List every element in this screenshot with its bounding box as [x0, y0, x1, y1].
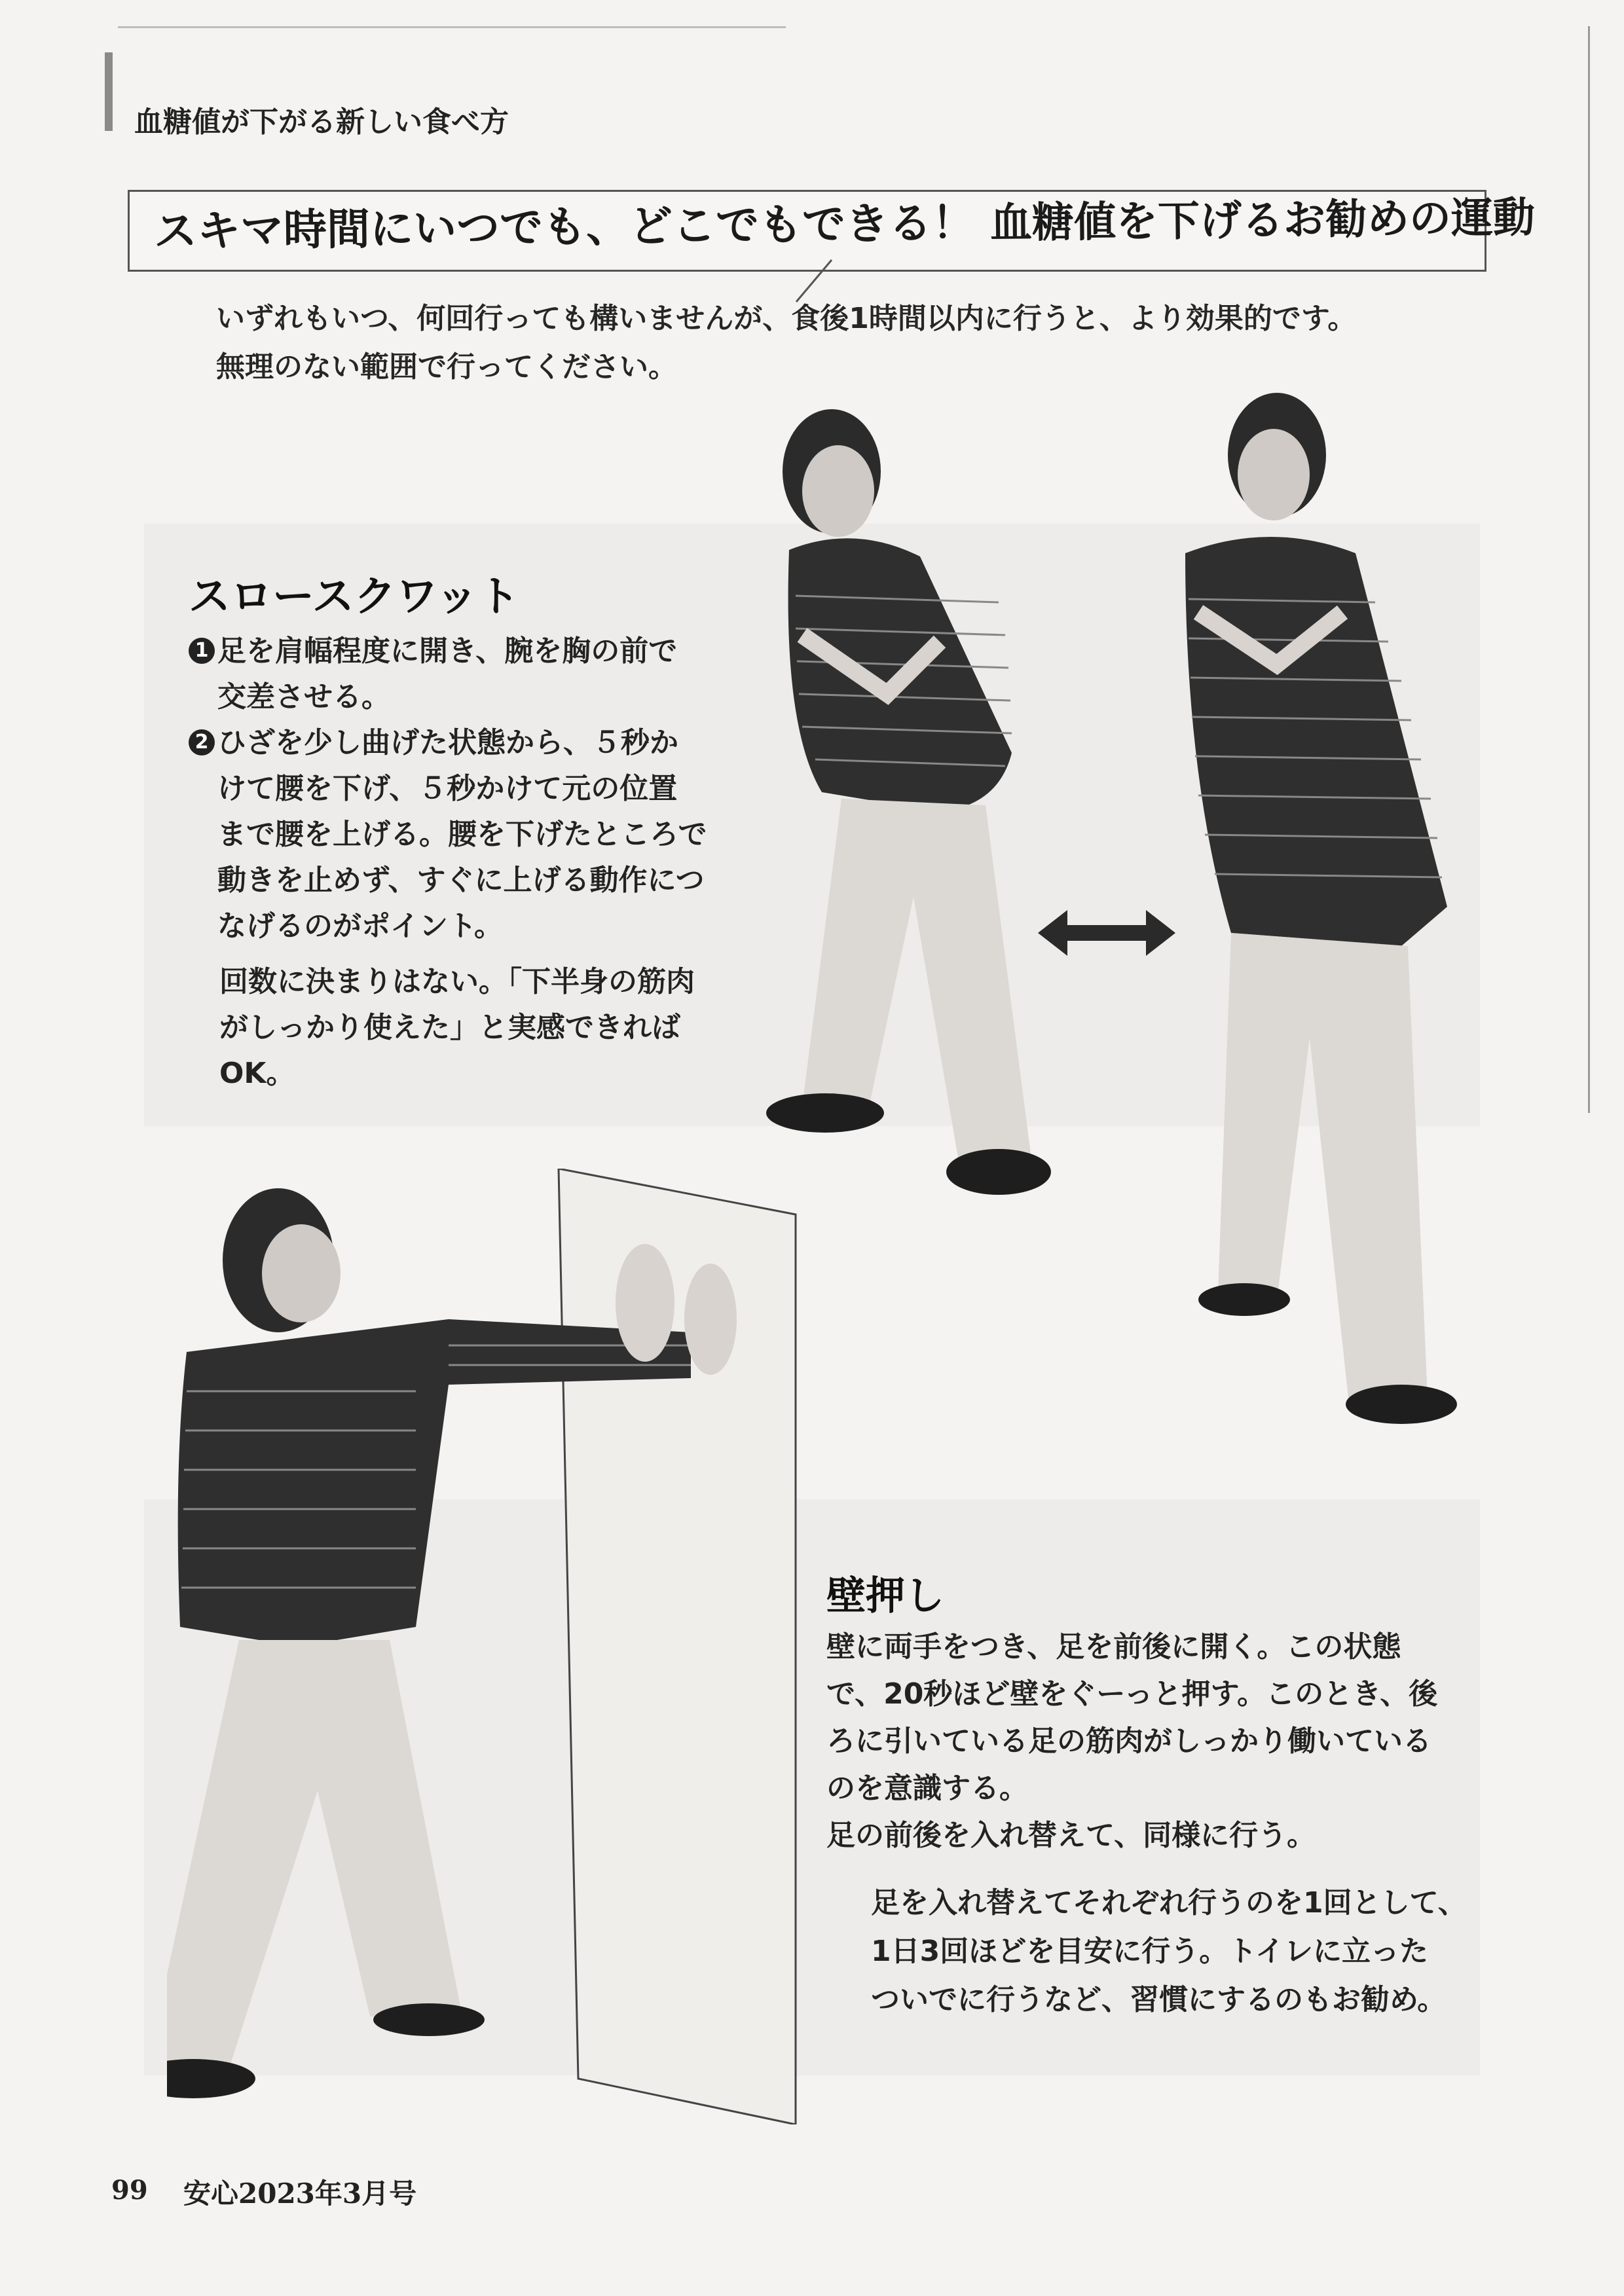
squat-down-photo — [724, 386, 1064, 1237]
intro-line: いずれもいつ、何回行っても構いませんが、食後1時間以内に行うと、より効果的です。 — [216, 302, 1357, 335]
step-line: 交差させる。 — [217, 680, 390, 714]
note-line: 回数に決まりはない。「下半身の筋肉 — [219, 965, 695, 998]
section-title: 血糖値が下がる新しい食べ方 — [134, 105, 509, 139]
double-arrow-icon — [1038, 907, 1175, 959]
body-line: 壁に両手をつき、足を前後に開く。この状態 — [826, 1630, 1401, 1664]
note-line: ついでに行うなど、習慣にするのもお勧め。 — [871, 1983, 1447, 2016]
squat-standing-photo — [1159, 383, 1467, 1424]
body-line: で、20秒ほど壁をぐーっと押す。このとき、後 — [826, 1677, 1438, 1711]
wall-push-body — [826, 1624, 1437, 1859]
step-line: 動きを止めず、すぐに上げる動作につ — [217, 864, 705, 897]
step-line: まで腰を上げる。腰を下げたところで — [217, 818, 707, 851]
section-marker-bar — [105, 52, 113, 131]
step-line: なげるのがポイント。 — [217, 909, 504, 943]
magazine-issue: 安心2023年3月号 — [183, 2178, 417, 2210]
wall-push-note — [871, 1879, 1467, 2024]
right-border-line — [1588, 26, 1590, 1113]
slow-squat-title: スロースクワット — [189, 573, 520, 621]
intro-line: 無理のない範囲で行ってください。 — [216, 350, 677, 384]
headline-main: 血糖値を下げるお勧めの運動 — [989, 193, 1536, 248]
headline-lead: スキマ時間にいつでも、どこでもできる！ — [153, 197, 976, 257]
note-line: 1日3回ほどを目安に行う。トイレに立った — [871, 1935, 1429, 1968]
step-line: ひざを少し曲げた状態から、５秒か — [217, 726, 678, 759]
note-line: OK。 — [219, 1057, 295, 1090]
step-number-badge: 1 — [189, 638, 215, 664]
step-line: けて腰を下げ、５秒かけて元の位置 — [217, 772, 678, 805]
squat-step — [189, 720, 712, 949]
wall-push-title: 壁押し — [826, 1573, 944, 1619]
top-border-line — [118, 26, 786, 28]
page-number: 99 — [111, 2175, 148, 2206]
step-line: 足を肩幅程度に開き、腕を胸の前で — [217, 634, 678, 668]
body-line: 足の前後を入れ替えて、同様に行う。 — [826, 1819, 1316, 1852]
note-line: 足を入れ替えてそれぞれ行うのを1回として、 — [871, 1886, 1467, 1920]
squat-step — [189, 629, 712, 720]
slow-squat-note — [219, 959, 695, 1097]
intro-text — [216, 295, 1356, 392]
body-line: のを意識する。 — [826, 1772, 1028, 1805]
wall-push-photo — [167, 1169, 828, 2124]
body-line: ろに引いている足の筋肉がしっかり働いている — [826, 1724, 1431, 1758]
step-number-badge: 2 — [189, 729, 215, 756]
slow-squat-steps — [189, 629, 712, 949]
note-line: がしっかり使えた」と実感できれば — [219, 1011, 680, 1044]
